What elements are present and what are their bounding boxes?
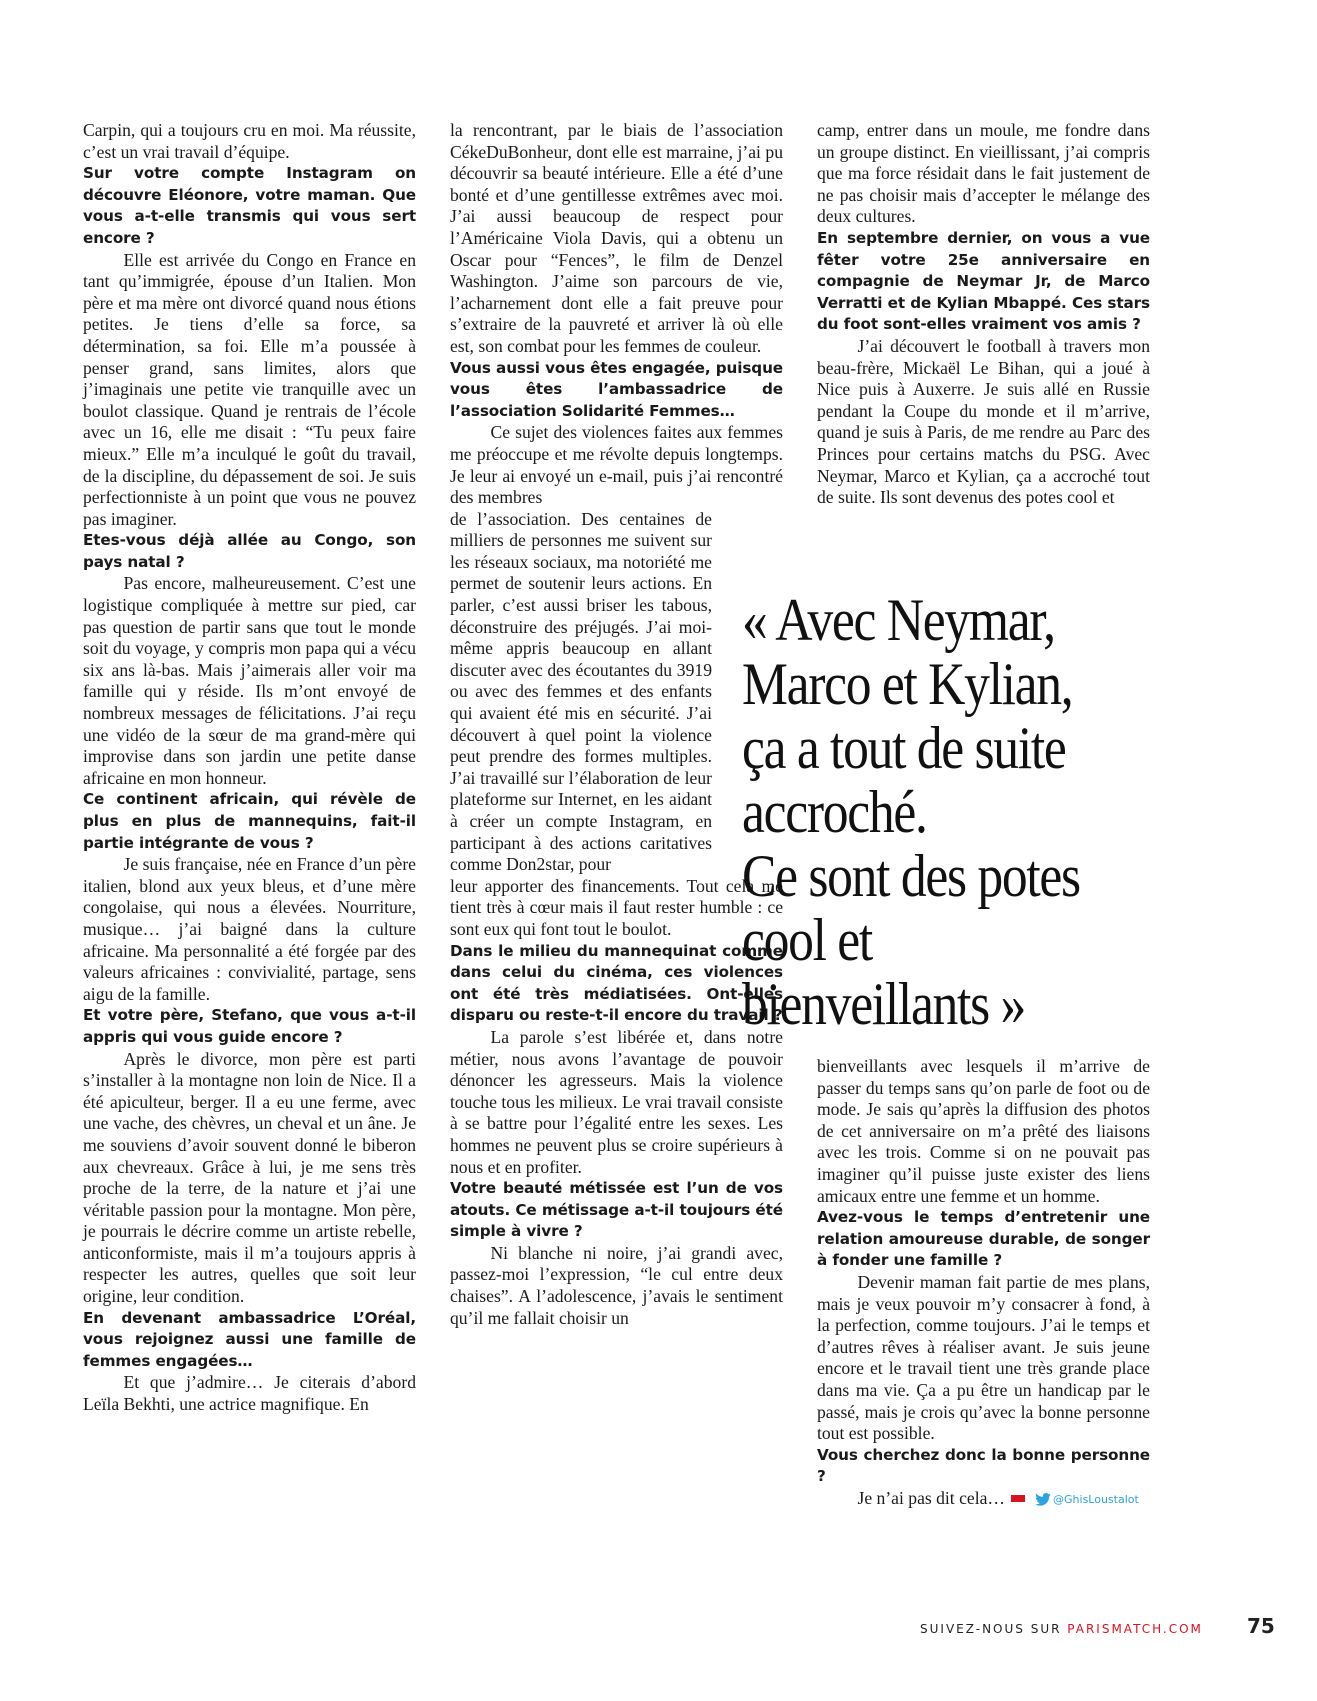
interview-question: Votre beauté métissée est l’un de vos atouts. Ce métissage a-t-il toujours été simple à vivre ? xyxy=(450,1179,783,1241)
pull-quote xyxy=(742,588,1155,1036)
pull-quote-line: bienveillants » xyxy=(742,971,1026,1037)
paragraph: bienveillants avec lesquels il m’arrive de passer du temps sans qu’on parle de foot ou de mode. Je sais qu’après la diffusion des photos de cet anniversaire on m’a prêté des liaisons avec les trois. Comme si on ne pouvait pas imaginer qu’il puisse juste exister des liens amicaux entre une femme et un homme. xyxy=(817,1056,1150,1206)
closing-line xyxy=(817,1488,1150,1511)
paragraph: J’ai découvert le football à travers mon beau-frère, Mickaël Le Bihan, qui a joué à Nice puis à Auxerre. Je suis allé en Russie pendant la Coupe du monde et il m’arrive, quand je suis à Paris, de me rendre au Parc des Princes pour certains matchs du PSG. Avec Neymar, Marco et Kylian, ça a accroché tout de suite. Ils sont devenus des potes cool et xyxy=(817,335,1150,508)
interview-question: En septembre dernier, on vous a vue fêter votre 25e anniversaire en compagnie de Neymar Jr, de Marco Verratti et de Kylian Mbappé. Ces stars du foot sont-elles vraiment vos amis ? xyxy=(817,228,1150,334)
paragraph: la rencontrant, par le biais de l’association CékeDuBonheur, dont elle est marraine, j’ai pu découvrir sa beauté intérieure. Elle a été d’une bonté et d’une gentillesse extrêmes avec moi. J’ai aussi beaucoup de respect pour l’Américaine Viola Davis, qui a obtenu un Oscar pour “Fences”, le film de Denzel Washington. J’aime son parcours de vie, l’acharnement dont elle a fait preuve pour s’extraire de la pauvreté et arriver là où elle est, son combat pour les femmes de couleur. xyxy=(450,120,783,356)
paragraph: leur apporter des financements. Tout cela me tient très à cœur mais il faut rester humble : ce sont eux qui font tout le boulot. xyxy=(450,875,783,939)
interview-question: Avez-vous le temps d’entretenir une relation amoureuse durable, de songer à fonder une famille ? xyxy=(817,1208,1150,1270)
footer-prefix: SUIVEZ-NOUS SUR xyxy=(920,1622,1068,1636)
footer-site-link[interactable]: PARISMATCH.COM xyxy=(1067,1622,1203,1636)
article-column-2 xyxy=(450,120,783,1329)
page-number: 75 xyxy=(1247,1614,1275,1638)
footer-follow xyxy=(920,1622,1203,1636)
twitter-bird-icon xyxy=(1035,1493,1051,1506)
paragraph: La parole s’est libérée et, dans notre métier, nous avons l’avantage de pouvoir dénoncer les agresseurs. Mais la violence touche tous les milieux. Le vrai travail consiste à se battre pour l’égalité entre les sexes. Les hommes ne peuvent plus se croire supérieurs à nous et en profiter. xyxy=(450,1026,783,1177)
pull-quote-line: ça a tout de suite xyxy=(742,715,1066,781)
paragraph: Ni blanche ni noire, j’ai grandi avec, passez-moi l’expression, “le cul entre deux chaises”. A l’adolescence, j’avais le sentiment qu’il me fallait choisir un xyxy=(450,1242,783,1328)
pull-quote-line: Ce sont des potes xyxy=(742,843,1080,909)
interview-question: Et votre père, Stefano, que vous a-t-il appris qui vous guide encore ? xyxy=(83,1006,416,1046)
paragraph: camp, entrer dans un moule, me fondre dans un groupe distinct. En vieillissant, j’ai compris que ma force résidait dans le fait justement de ne pas choisir mais d’accepter le mélange des deux cultures. xyxy=(817,120,1150,227)
pull-quote-line: accroché. xyxy=(742,779,927,845)
paragraph: Carpin, qui a toujours cru en moi. Ma réussite, c’est un vrai travail d’équipe. xyxy=(83,120,416,162)
paragraph: Elle est arrivée du Congo en France en tant qu’immigrée, épouse d’un Italien. Mon père et ma mère ont divorcé quand nous étions petites. Je tiens d’elle sa force, sa détermination, sa foi. Elle m’a poussée à penser grand, sans limites, alors que j’imaginais une petite vie tranquille avec un boulot classique. Quand je rentrais de l’école avec un 16, elle me disait : “Tu peux faire mieux.” Elle m’a inculqué le goût du travail, de la discipline, du dépassement de soi. Je suis perfectionniste à un point que vous ne pouvez pas imaginer. xyxy=(83,249,416,529)
pull-quote-line: « Avec Neymar, xyxy=(742,587,1055,653)
closing-text: Je n’ai pas dit cela… xyxy=(857,1487,1006,1508)
paragraph: Ce sujet des violences faites aux femmes me préoccupe et me révolte depuis longtemps. Je leur ai envoyé un e-mail, puis j’ai rencontré des membres xyxy=(450,422,783,508)
paragraph: de l’association. Des centaines de milliers de personnes me suivent sur les réseaux sociaux, ma notoriété me permet de soutenir leurs actions. En parler, c’est aussi briser les tabous, déconstruire des préjugés. J’ai moi-même appris beaucoup en allant discuter avec des écoutantes du 3919 ou avec des femmes et des enfants qui avaient été mis en sécurité. J’ai découvert à quel point la violence peut prendre des formes multiples. J’ai travaillé sur l’élaboration de leur plateforme sur Internet, en les aidant à créer un compte Instagram, en participant à des actions caritatives comme Don2star, pour xyxy=(450,508,712,875)
paragraph: Après le divorce, mon père est parti s’installer à la montagne non loin de Nice. Il a été apiculteur, berger. Il a eu une ferme, avec une vache, des chèvres, un cheval et un âne. Je me souviens d’avoir souvent donné le biberon aux chevreaux. Grâce à lui, je me sens très proche de la terre, de la nature et j’ai une véritable passion pour la montagne. Mon père, je pourrais le décrire comme un artiste rebelle, anticonformiste, mais il m’a toujours appris à respecter les autres, quelles que soit leur origine, leur condition. xyxy=(83,1048,416,1307)
interview-question: Dans le milieu du mannequinat comme dans celui du cinéma, ces violences ont été très médiatisées. Ont-elles disparu ou reste-t-il encore du travail ? xyxy=(450,941,783,1025)
paragraph: Devenir maman fait partie de mes plans, mais je veux pouvoir m’y consacrer à fond, à la perfection, comme toujours. J’ai le temps et d’autres rêves à réaliser avant. Je suis jeune encore et le travail tient une très grande place dans ma vie. Ça a pu être un handicap par le passé, mais je crois qu’avec la bonne personne tout est possible. xyxy=(817,1271,1150,1444)
paragraph: Je suis française, née en France d’un père italien, blond aux yeux bleus, et d’une mère congolaise, qui nous a élevées. Nourriture, musique… j’ai baigné dans la culture africaine. Ma personnalité a été forgée par des valeurs africaines : convivialité, partage, sens aigu de la famille. xyxy=(83,854,416,1004)
interview-question: En devenant ambassadrice L’Oréal, vous rejoignez aussi une famille de femmes engagées… xyxy=(83,1308,416,1370)
interview-question: Ce continent africain, qui révèle de plus en plus de mannequins, fait-il partie intégrante de vous ? xyxy=(83,790,416,852)
pull-quote-line: cool et xyxy=(742,907,872,973)
article-column-1 xyxy=(83,120,416,1416)
interview-question: Sur votre compte Instagram on découvre Eléonore, votre maman. Que vous a-t-elle transmis qui vous sert encore ? xyxy=(83,164,416,247)
twitter-handle[interactable]: @GhisLoustalot xyxy=(1053,1493,1139,1507)
pull-quote-line: Marco et Kylian, xyxy=(742,651,1073,717)
interview-question: Etes-vous déjà allée au Congo, son pays natal ? xyxy=(83,531,416,571)
paragraph: Et que j’admire… Je citerais d’abord Leïla Bekhti, une actrice magnifique. En xyxy=(83,1372,416,1415)
interview-question: Vous aussi vous êtes engagée, puisque vous êtes l’ambassadrice de l’association Solidarité Femmes… xyxy=(450,358,783,420)
article-column-3 xyxy=(817,120,1150,509)
end-mark-square xyxy=(1011,1495,1025,1502)
article-column-3-continued xyxy=(817,1056,1150,1511)
interview-question: Vous cherchez donc la bonne personne ? xyxy=(817,1445,1150,1486)
paragraph: Pas encore, malheureusement. C’est une logistique compliquée à mettre sur pied, car pas question de partir sans que tout le monde soit du voyage, y compris mon papa qui a vécu six ans là-bas. Mais j’aimerais aller voir ma famille qui y réside. Ils m’ont envoyé de nombreux messages de félicitations. J’ai reçu une vidéo de la sœur de ma grand-mère qui improvise dans son jardin une petite danse africaine en mon honneur. xyxy=(83,573,416,788)
